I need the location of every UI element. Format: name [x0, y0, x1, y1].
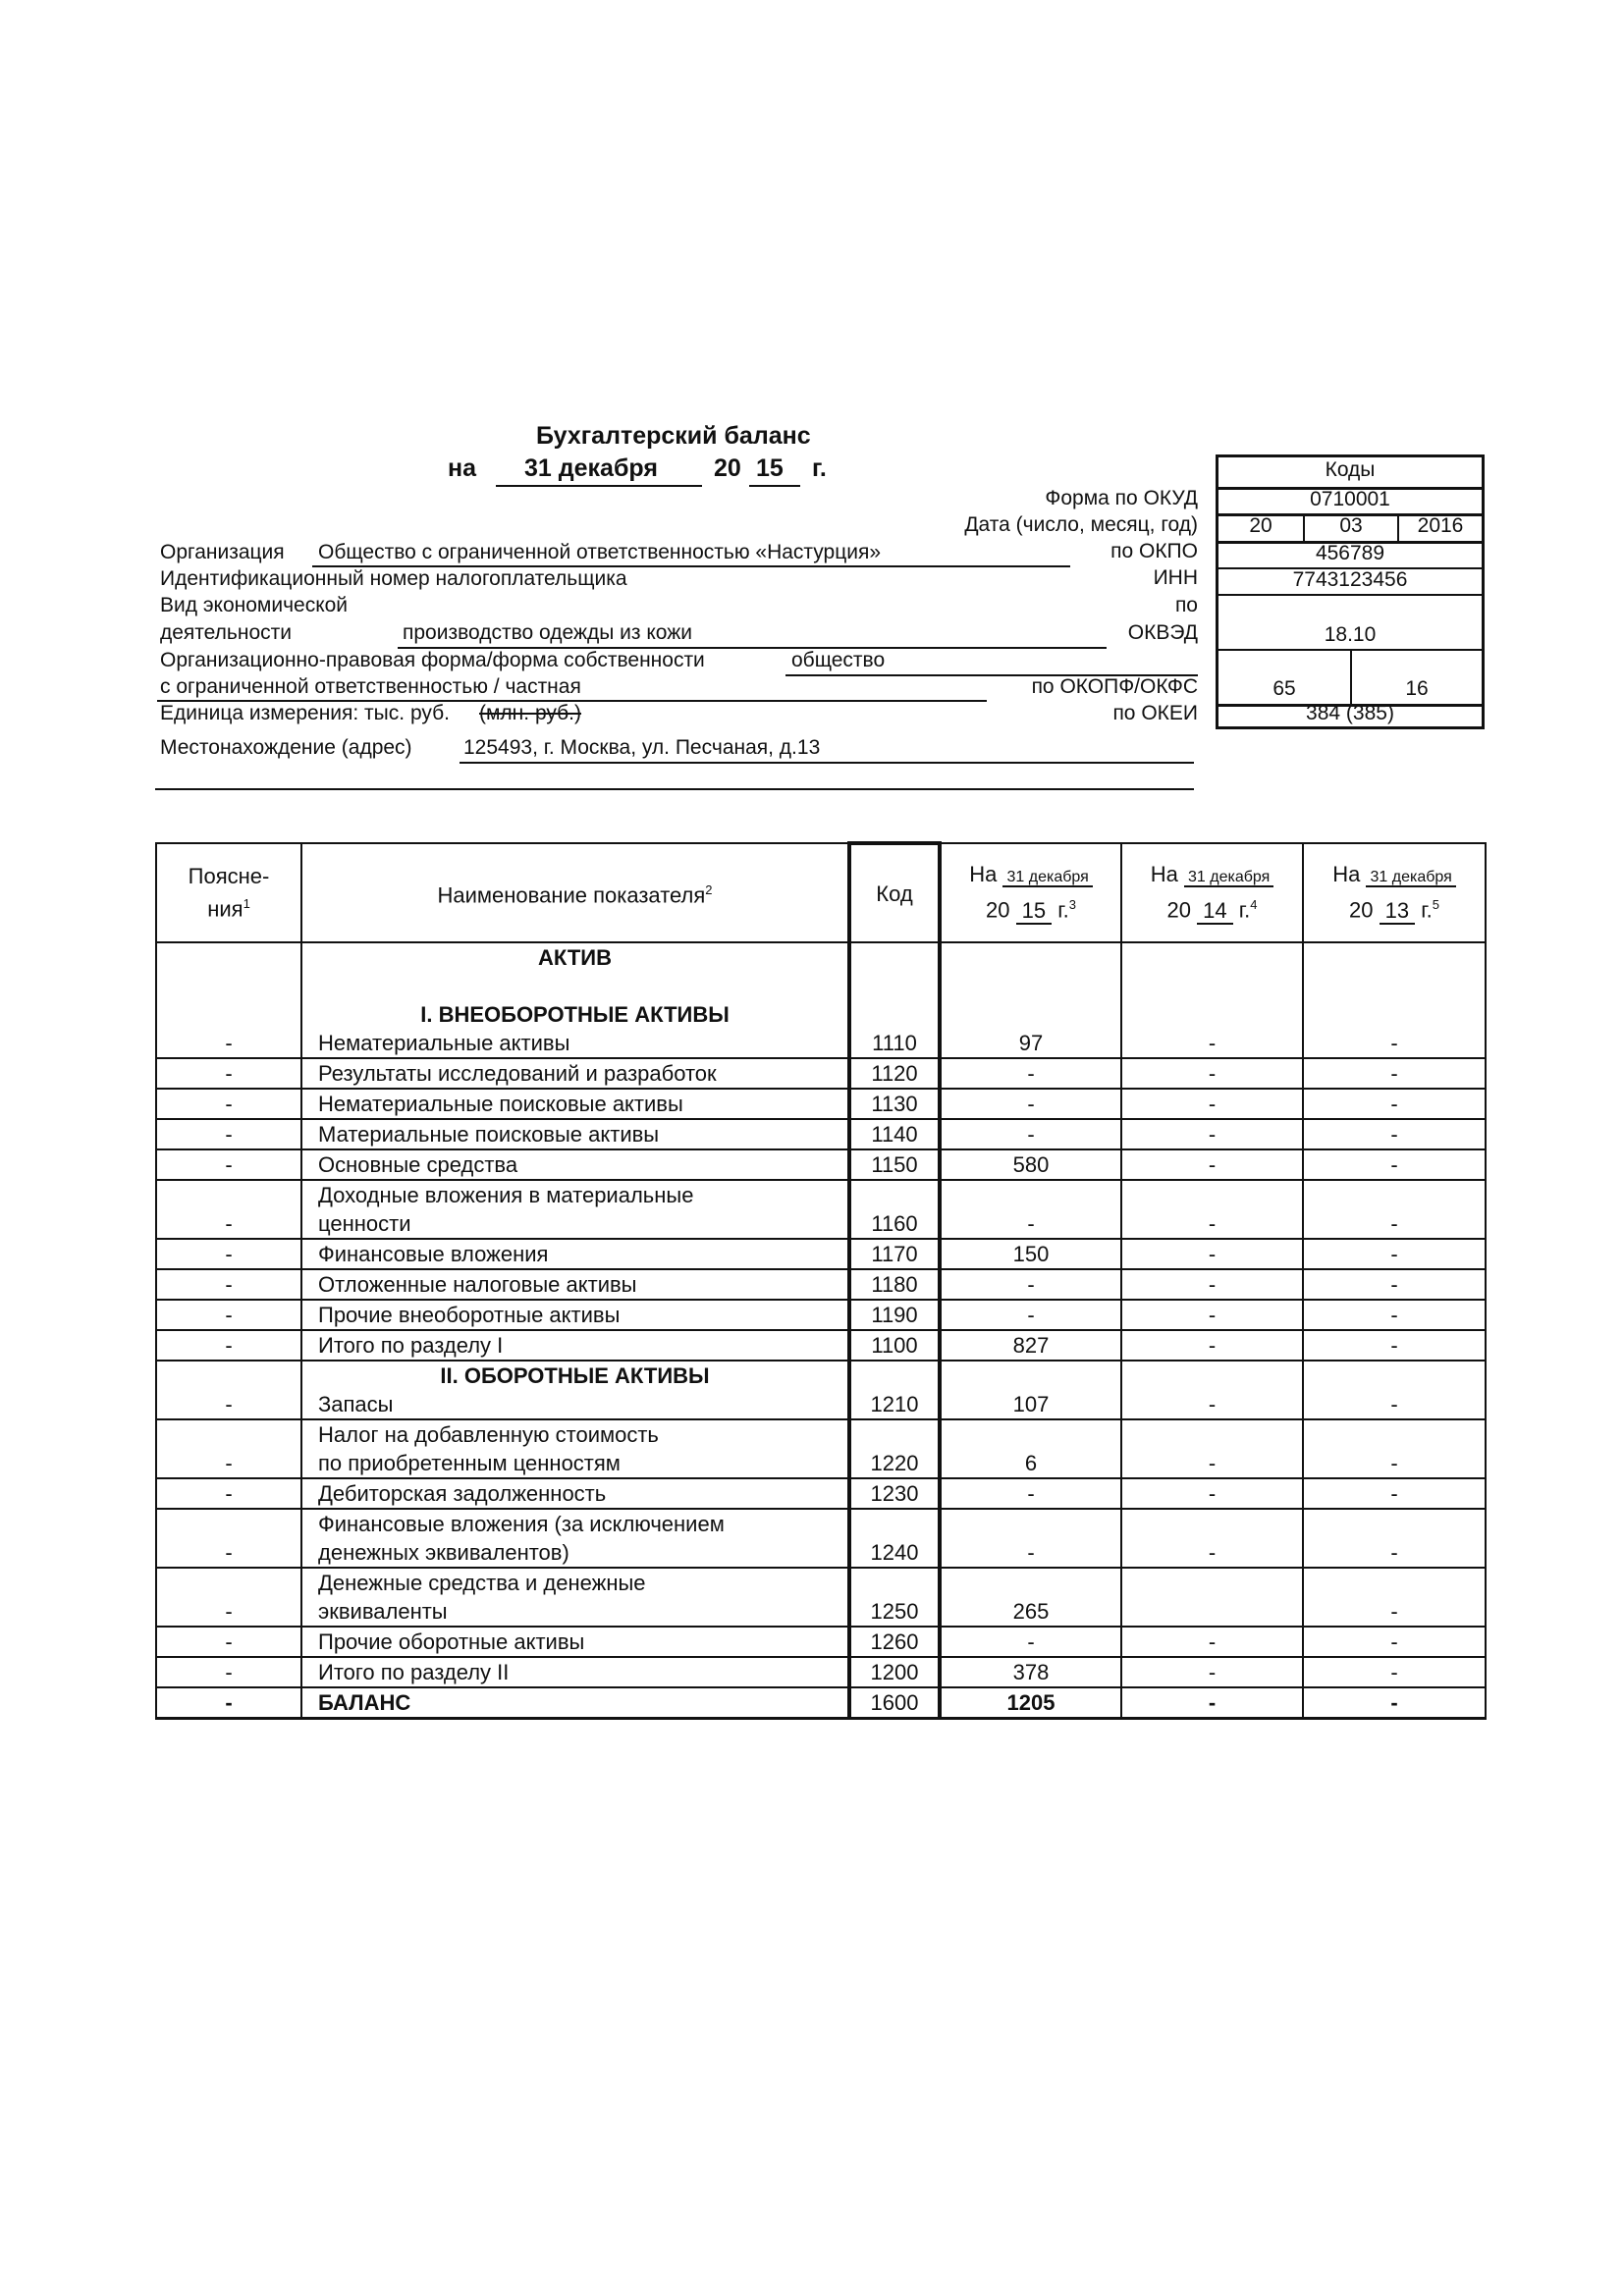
- table-row: - Нематериальные поисковые активы 1130 - - -: [156, 1089, 1486, 1119]
- table-row: - Финансовые вложения 1170 150 - -: [156, 1239, 1486, 1269]
- table-row: - Прочие оборотные активы 1260 - - -: [156, 1627, 1486, 1657]
- legal-form-value: общество: [791, 649, 886, 671]
- table-row: - Финансовые вложения (за исключением денежных эквивалентов) 1240 - - -: [156, 1509, 1486, 1568]
- codes-box: [1216, 454, 1485, 729]
- report-year-underline: [749, 485, 800, 487]
- row-name: Нематериальные активы: [318, 1031, 570, 1055]
- table-row: - Отложенные налоговые активы 1180 - - -: [156, 1269, 1486, 1300]
- unit-label: Единица измерения: тыс. руб.: [160, 702, 450, 724]
- okopf-label: по ОКОПФ/ОКФС: [1031, 675, 1198, 698]
- section-aktiv: АКТИВ: [537, 945, 612, 970]
- okpo-value: 456789: [1315, 542, 1385, 564]
- table-row-total-1: - Итого по разделу I 1100 827 - -: [156, 1330, 1486, 1361]
- header-code: Код: [849, 843, 940, 942]
- table-row-balance: - БАЛАНС 1600 1205 - -: [156, 1687, 1486, 1719]
- codes-header: Коды: [1325, 458, 1376, 481]
- activity-label: деятельности: [160, 621, 292, 644]
- okved-label: ОКВЭД: [1127, 621, 1198, 644]
- table-row: - II. ОБОРОТНЫЕ АКТИВЫ Запасы 1210 107 - -: [156, 1361, 1486, 1419]
- header-col-2015: На 31 декабря 20 15 г.$^3$: [940, 843, 1121, 942]
- table-row: - Денежные средства и денежные эквиваленты 1250 265 -: [156, 1568, 1486, 1627]
- inn-label: Идентификационный номер налогоплательщика: [160, 567, 627, 590]
- report-year: 15: [756, 454, 784, 482]
- balance-table: [155, 841, 1487, 1720]
- legal-form-value-cont: с ограниченной ответственностью / частная: [160, 675, 581, 698]
- table-row: - Материальные поисковые активы 1140 - - -: [156, 1119, 1486, 1149]
- header-explanations: Поясне- ния$^1$: [156, 843, 301, 942]
- table-row: - Основные средства 1150 580 - -: [156, 1149, 1486, 1180]
- okei-value: 384 (385): [1306, 702, 1394, 724]
- org-label: Организация: [160, 541, 285, 563]
- table-row: - Прочие внеоборотные активы 1190 - - -: [156, 1300, 1486, 1330]
- unit-struck: (млн. руб.): [479, 702, 581, 724]
- report-date-underline: [496, 485, 702, 487]
- okfs-value: 16: [1405, 677, 1429, 700]
- section-1-title: I. ВНЕОБОРОТНЫЕ АКТИВЫ: [420, 1002, 730, 1027]
- date-prefix: на: [448, 454, 477, 482]
- date-year-value: 2016: [1417, 514, 1464, 537]
- address-label: Местонахождение (адрес): [160, 736, 412, 759]
- header-col-2013: На 31 декабря 20 13 г.$^5$: [1303, 843, 1486, 942]
- activity-label-top: Вид экономической: [160, 594, 349, 616]
- table-row: - Результаты исследований и разработок 1120 - - -: [156, 1058, 1486, 1089]
- inn-value: 7743123456: [1292, 568, 1408, 591]
- date-month-value: 03: [1339, 514, 1363, 537]
- okopf-value: 65: [1272, 677, 1296, 700]
- report-date: 31 декабря: [524, 454, 658, 482]
- org-value: Общество с ограниченной ответственностью «Настурция»: [318, 541, 882, 563]
- okud-value: 0710001: [1310, 488, 1390, 510]
- report-year-prefix: 20: [714, 454, 741, 482]
- legal-form-label: Организационно-правовая форма/форма собственности: [160, 649, 705, 671]
- document-title: Бухгалтерский баланс: [536, 422, 811, 450]
- header-col-2014: На 31 декабря 20 14 г.$^4$: [1121, 843, 1303, 942]
- inn-code-label: ИНН: [1153, 566, 1198, 589]
- okved-label-top: по: [1174, 594, 1198, 616]
- table-row: - Налог на добавленную стоимость по приобретенным ценностям 1220 6 - -: [156, 1419, 1486, 1478]
- report-year-suffix: г.: [812, 454, 827, 482]
- date-day-value: 20: [1249, 514, 1272, 537]
- table-row: - АКТИВ I. ВНЕОБОРОТНЫЕ АКТИВЫ Нематериальные активы 1110 97 - -: [156, 942, 1486, 1058]
- legal-form-underline: [785, 674, 1198, 676]
- okei-label: по ОКЕИ: [1112, 702, 1198, 724]
- okpo-label: по ОКПО: [1110, 540, 1198, 562]
- table-header-row: [156, 843, 1486, 942]
- header-indicator-name: Наименование показателя$^2$: [301, 843, 849, 942]
- address-underline: [460, 762, 1194, 764]
- table-row: - Доходные вложения в материальные ценности 1160 - - -: [156, 1180, 1486, 1239]
- okved-value: 18.10: [1324, 623, 1377, 646]
- date-code-label: Дата (число, месяц, год): [964, 513, 1198, 536]
- address-underline-2: [155, 788, 1194, 790]
- table-row: - Дебиторская задолженность 1230 - - -: [156, 1478, 1486, 1509]
- section-2-title: II. ОБОРОТНЫЕ АКТИВЫ: [440, 1363, 710, 1388]
- activity-value: производство одежды из кожи: [403, 621, 693, 644]
- table-row-total-2: - Итого по разделу II 1200 378 - -: [156, 1657, 1486, 1687]
- okud-label: Форма по ОКУД: [1045, 487, 1198, 509]
- address-value: 125493, г. Москва, ул. Песчаная, д.13: [463, 736, 821, 759]
